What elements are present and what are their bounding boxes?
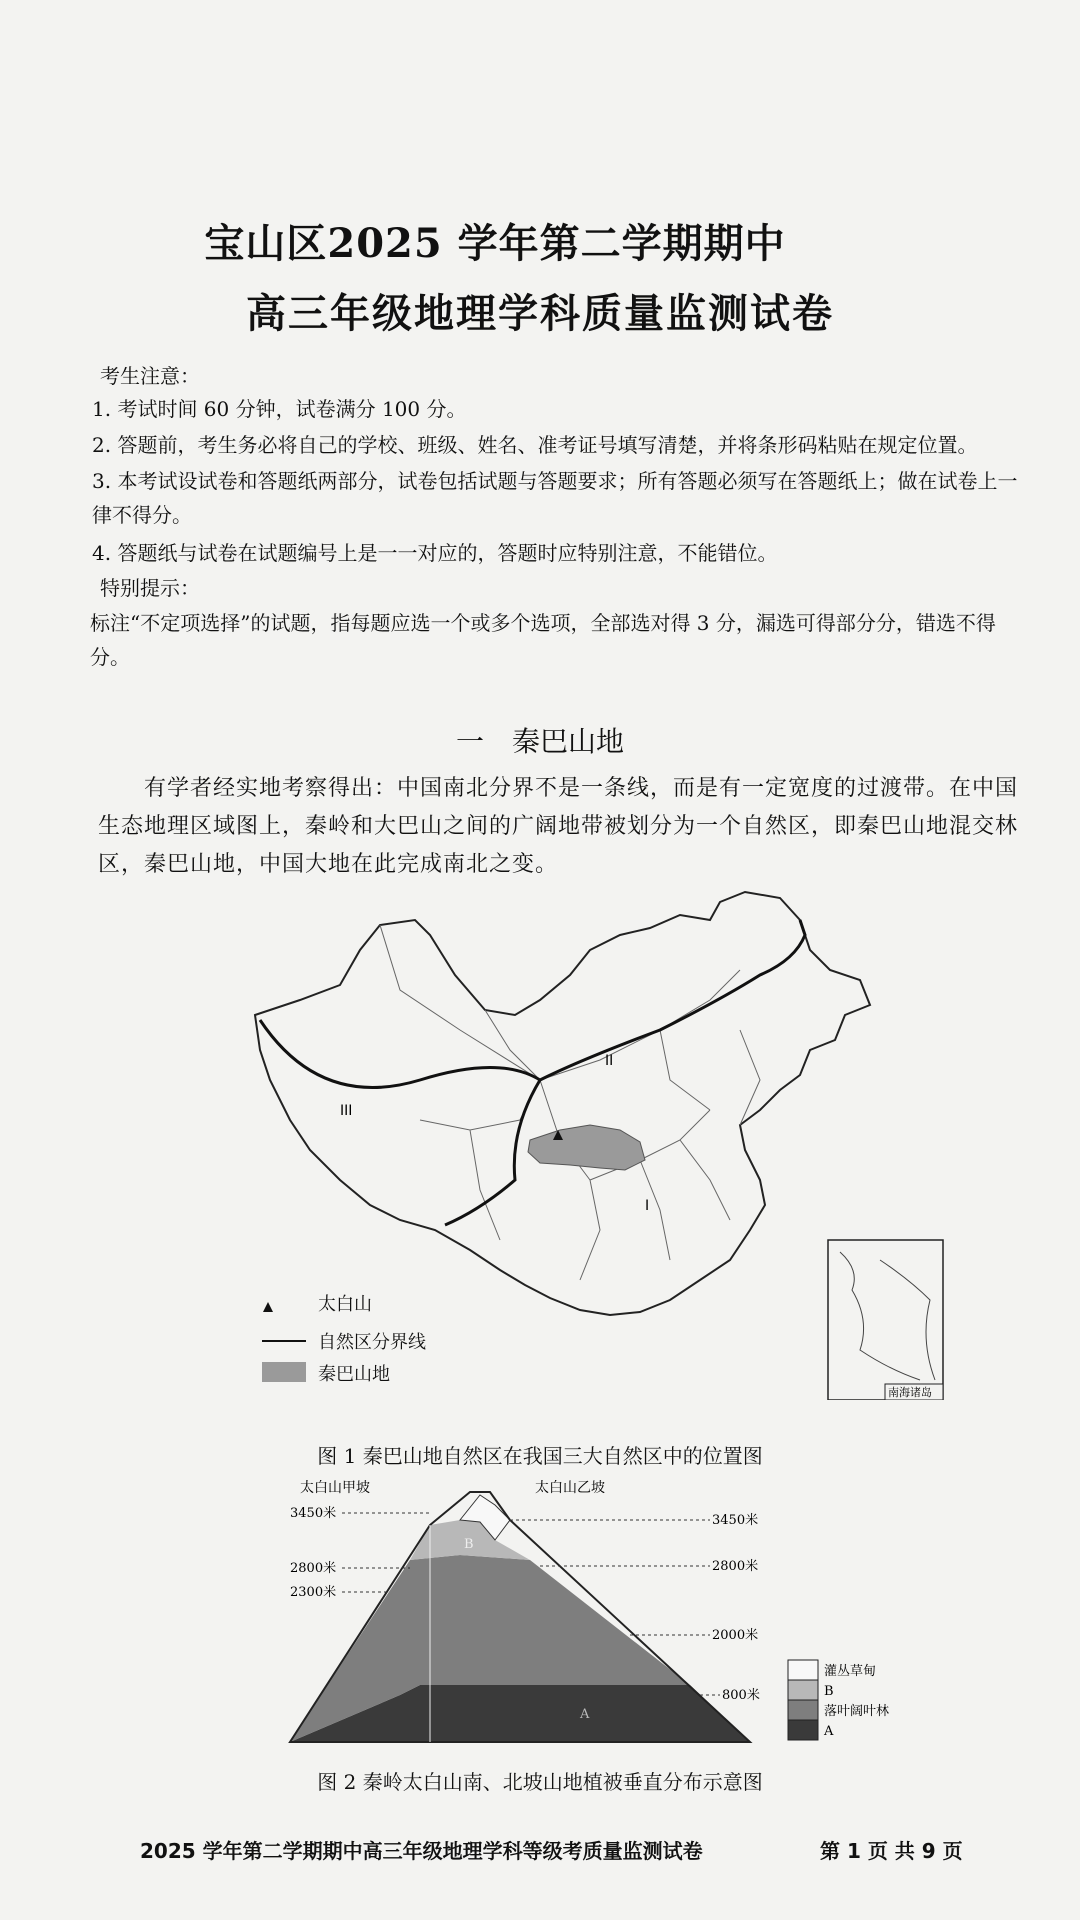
notice-item-3: 3. 本考试设试卷和答题纸两部分，试卷包括试题与答题要求；所有答题必须写在答题纸上；做在试卷上一律不得分。 bbox=[92, 469, 1018, 527]
china-map bbox=[240, 880, 960, 1400]
inset-label: 南海诸岛 bbox=[888, 1386, 932, 1399]
left-elev-2800: 2800米 bbox=[290, 1561, 337, 1576]
legend2-swatch-meadow bbox=[788, 1660, 818, 1680]
legend-boundary-label: 自然区分界线 bbox=[318, 1332, 426, 1353]
legend2-swatch-deciduous bbox=[788, 1700, 818, 1720]
vegetation-profile bbox=[280, 1480, 900, 1750]
zone-label-A: A bbox=[580, 1707, 590, 1722]
right-elev-800: 800米 bbox=[722, 1688, 760, 1703]
left-elev-2300: 2300米 bbox=[290, 1585, 337, 1600]
legend-line-icon bbox=[262, 1340, 306, 1342]
section-title: 一 秦巴山地 bbox=[455, 725, 624, 758]
section-paragraph: 有学者经实地考察得出：中国南北分界不是一条线，而是有一定宽度的过渡带。在中国生态地理区域图上，秦岭和大巴山之间的广阔地带被划分为一个自然区，即秦巴山地混交林区，秦巴山地，中国大地在此完成南北之变。 bbox=[98, 776, 1019, 877]
exam-title-line2: 高三年级地理学科质量监测试卷 bbox=[246, 290, 834, 337]
notice-item-2: 2. 答题前，考生务必将自己的学校、班级、姓名、准考证号填写清楚，并将条形码粘贴在规定位置。 bbox=[92, 433, 978, 457]
right-elev-2000: 2000米 bbox=[712, 1628, 759, 1643]
footer-title: 2025 学年第二学期期中高三年级地理学科等级考质量监测试卷 bbox=[140, 1839, 703, 1863]
legend-triangle-icon bbox=[262, 1298, 274, 1310]
legend2-label-meadow: 灌丛草甸 bbox=[824, 1664, 877, 1679]
legend-qinba-label: 秦巴山地 bbox=[318, 1364, 390, 1385]
exam-title-line1: 宝山区2025 学年第二学期期中 bbox=[204, 220, 786, 267]
legend2-swatch-A bbox=[788, 1720, 818, 1740]
legend2-label-A: A bbox=[824, 1724, 834, 1739]
notice-item-1: 1. 考试时间 60 分钟，试卷满分 100 分。 bbox=[92, 397, 467, 421]
figure2-caption: 图 2 秦岭太白山南、北坡山地植被垂直分布示意图 bbox=[317, 1770, 763, 1794]
region-label-II: II bbox=[605, 1053, 614, 1069]
right-slope-title: 太白山乙坡 bbox=[535, 1480, 605, 1496]
legend-fill-icon bbox=[262, 1362, 306, 1382]
special-text: 标注“不定项选择”的试题，指每题应选一个或多个选项，全部选对得 3 分，漏选可得部分分，错选不得分。 bbox=[90, 611, 996, 669]
left-slope-title: 太白山甲坡 bbox=[300, 1480, 370, 1496]
figure1-caption: 图 1 秦巴山地自然区在我国三大自然区中的位置图 bbox=[317, 1444, 763, 1468]
legend2-swatch-B bbox=[788, 1680, 818, 1700]
right-elev-2800: 2800米 bbox=[712, 1559, 759, 1574]
notice-item-4: 4. 答题纸与试卷在试题编号上是一一对应的，答题时应特别注意，不能错位。 bbox=[92, 541, 778, 565]
region-label-III: III bbox=[340, 1103, 353, 1119]
right-elev-3450: 3450米 bbox=[712, 1513, 759, 1528]
zone-label-B: B bbox=[464, 1537, 474, 1552]
province-lines bbox=[380, 925, 760, 1280]
left-elev-3450: 3450米 bbox=[290, 1506, 337, 1521]
special-heading: 特别提示： bbox=[100, 576, 200, 600]
inset-coast bbox=[840, 1252, 935, 1380]
region-label-I: I bbox=[645, 1198, 650, 1214]
legend-taibai-label: 太白山 bbox=[318, 1294, 372, 1315]
footer-page-number: 第 1 页 共 9 页 bbox=[820, 1839, 963, 1863]
legend2-label-deciduous: 落叶阔叶林 bbox=[824, 1704, 890, 1719]
notice-heading: 考生注意： bbox=[100, 364, 200, 388]
qinba-region bbox=[528, 1125, 645, 1170]
legend2-label-B: B bbox=[824, 1684, 834, 1699]
